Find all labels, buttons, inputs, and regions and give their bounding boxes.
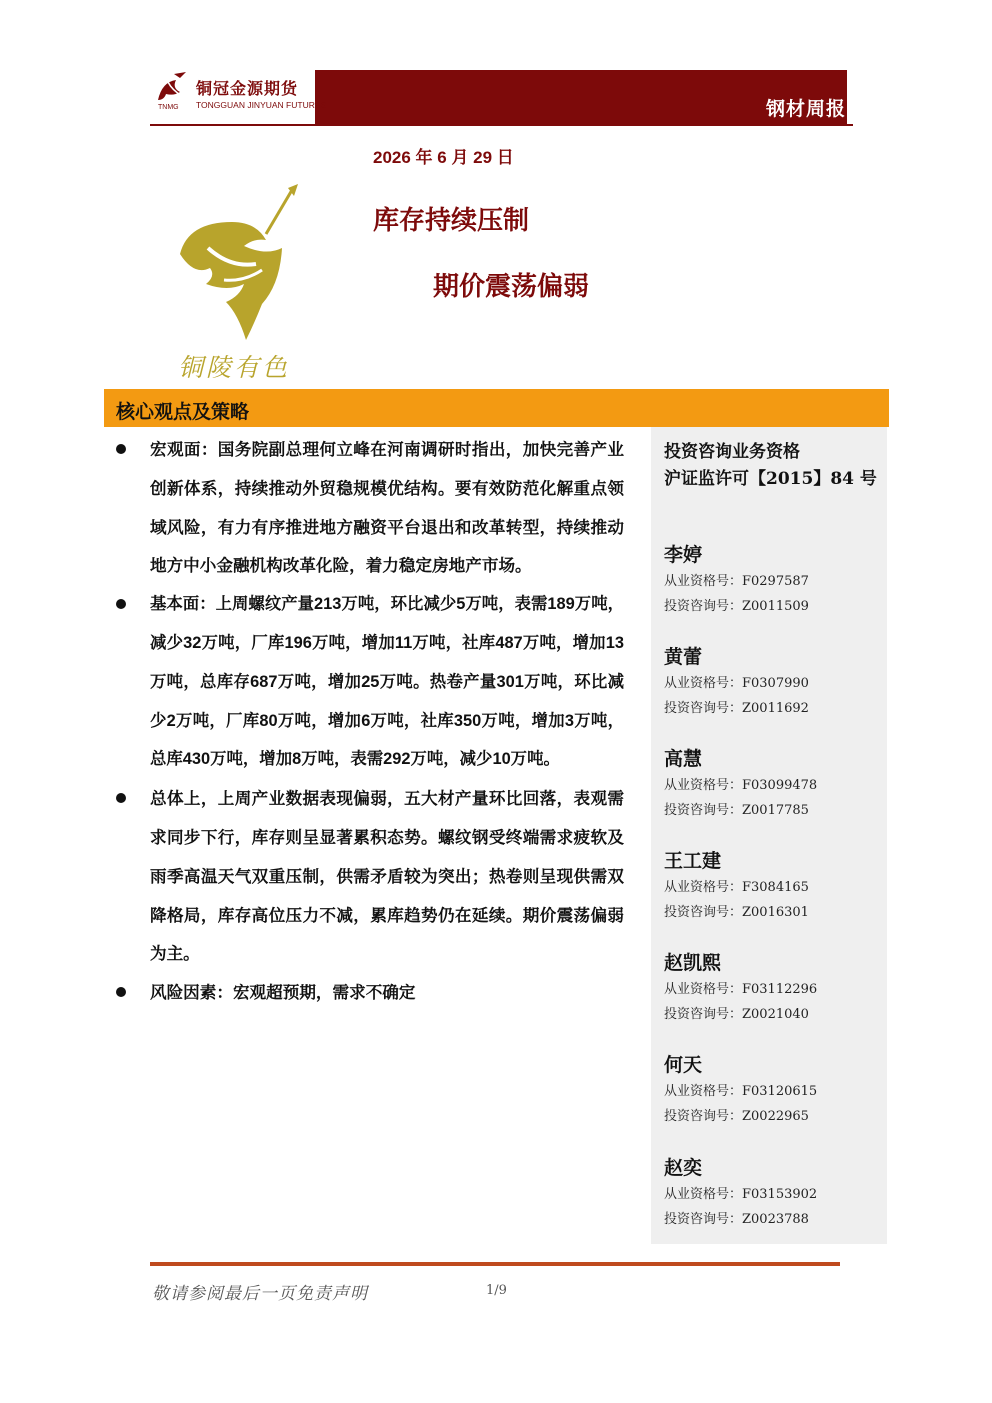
section-title: 核心观点及策略 [116,402,250,423]
analyst-qualification: 从业资格号：F0297587 [664,574,809,589]
analyst-qualification: 从业资格号：F0307990 [664,676,809,691]
emblem-caption: 铜陵有色 [178,353,291,382]
analyst-consult-no: 投资咨询号：Z0021040 [664,1006,809,1022]
footer-rule [150,1262,840,1266]
analyst-qualification: 从业资格号：F03099478 [664,778,818,793]
point-fundamentals: 基本面：上周螺纹产量213万吨，环比减少5万吨，表需189万吨，减少32万吨，厂库196万吨，增加11万吨，社库487万吨，增加13万吨，总库存687万吨，增加25万吨。热卷产量301万吨，环比减少2万吨，厂库80万吨，增加6万吨，社库350万吨，增加3万吨，总库430万吨，增加8万吨，表需292万吨，减少10万吨。 [112,585,624,779]
company-name-en: TONGGUAN JINYUAN FUTURES [196,100,327,110]
point-macro: 宏观面：国务院副总理何立峰在河南调研时指出，加快完善产业创新体系，持续推动外贸稳规模优结构。要有效防范化解重点领域风险，有力有序推进地方融资平台退出和改革转型，持续推动地方中小金融机构改革化险，着力稳定房地产市场。 [112,430,624,585]
analyst-qualification: 从业资格号：F3084165 [664,880,809,895]
analyst-qualification: 从业资格号：F03112296 [664,982,818,997]
analyst-qualification: 从业资格号：F03120615 [664,1084,818,1099]
analyst-consult-no: 投资咨询号：Z0016301 [664,904,809,920]
analyst-name: 高慧 [664,749,703,770]
analyst-name: 赵凯熙 [664,953,722,974]
analyst-name: 何天 [664,1055,703,1076]
analyst-card [664,744,879,823]
analyst-card [664,642,879,721]
analyst-card [664,948,879,1027]
analyst-name: 赵奕 [664,1158,703,1179]
analyst-name: 黄蕾 [664,647,703,668]
analyst-name: 王工建 [664,851,722,872]
analyst-name: 李婷 [664,545,703,566]
analyst-consult-no: 投资咨询号：Z0011692 [664,700,809,716]
license-label: 投资咨询业务资格 [664,442,800,462]
analyst-consult-no: 投资咨询号：Z0023788 [664,1211,809,1227]
disclaimer-note: 敬请参阅最后一页免责声明 [152,1284,368,1304]
report-title-line1: 库存持续压制 [373,205,530,235]
company-name-cn: 铜冠金源期货 [196,79,299,98]
report-type: 钢材周报 [765,98,846,120]
analyst-consult-no: 投资咨询号：Z0022965 [664,1108,809,1124]
analyst-card [664,540,879,619]
page-number: 1/9 [486,1283,507,1298]
header-rule [150,124,853,126]
report-date: 2026 年 6 月 29 日 [373,148,514,167]
company-abbr: TNMG [158,104,179,111]
analyst-card [664,1153,879,1232]
point-overall: 总体上，上周产业数据表现偏弱，五大材产量环比回落，表观需求同步下行，库存则呈显著累积态势。螺纹钢受终端需求疲软及雨季高温天气双重压制，供需矛盾较为突出；热卷则呈现供需双降格局，库存高位压力不减，累库趋势仍在延续。期价震荡偏弱为主。 [112,779,624,973]
analyst-card [664,846,879,925]
analyst-card [664,1050,879,1129]
analyst-qualification: 从业资格号：F03153902 [664,1187,818,1202]
core-views-list [112,430,624,1012]
emblem-icon [170,184,310,344]
report-title-line2: 期价震荡偏弱 [433,271,590,301]
analyst-consult-no: 投资咨询号：Z0011509 [664,598,809,614]
point-risk: 风险因素：宏观超预期，需求不确定 [112,973,624,1012]
license-number: 沪证监许可【2015】84 号 [664,469,877,489]
analyst-consult-no: 投资咨询号：Z0017785 [664,802,809,818]
